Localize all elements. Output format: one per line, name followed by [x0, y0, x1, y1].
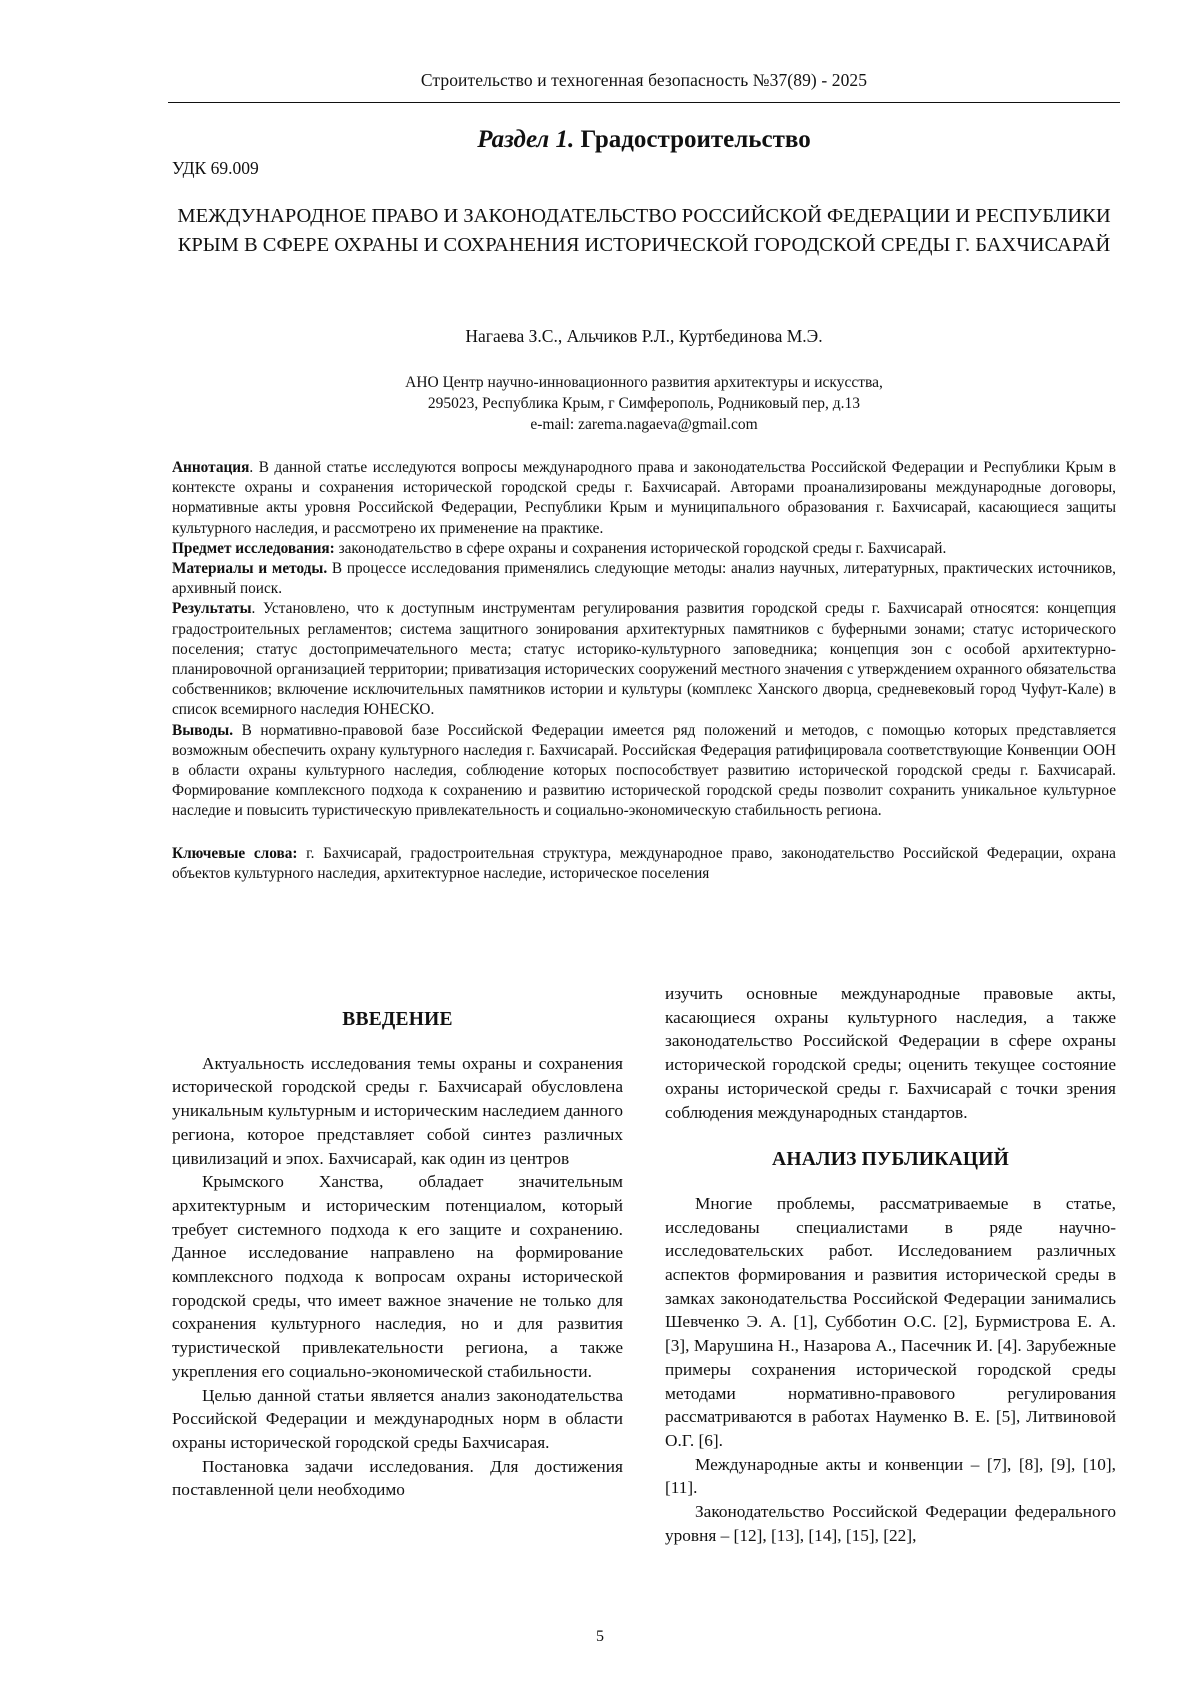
- affiliation: [168, 372, 1120, 435]
- annotation-paragraph: [172, 458, 1116, 539]
- analysis-paragraph-3: Законодательство Российской Федерации федерального уровня – [12], [13], [14], [15], [22],: [665, 1502, 1116, 1545]
- analysis-paragraph-2: Международные акты и конвенции – [7], [8], [9], [10], [11].: [665, 1454, 1116, 1498]
- article-title: МЕЖДУНАРОДНОЕ ПРАВО И ЗАКОНОДАТЕЛЬСТВО РОССИЙСКОЙ ФЕДЕРАЦИИ И РЕСПУБЛИКИ КРЫМ В СФЕРЕ ОХРАНЫ И СОХРАНЕНИЯ ИСТОРИЧЕСКОЙ ГОРОДСКОЙ СРЕДЫ Г. БАХЧИСАРАЙ: [177, 205, 1111, 256]
- intro-paragraph-2: Крымского Ханства, обладает значительным архитектурным и историческим потенциалом, который требует системного подхода к его защите и сохранению. Данное исследование направлено на формирование комплексного подхода к вопросам охраны исторической городской среды, что имеет важное значение не только для сохранения культурного наследия, но и для развития туристической привлекательности региона, а также укрепления его социально-экономической стабильности.: [172, 1172, 623, 1381]
- subject-text: законодательство в сфере охраны и сохранения исторической городской среды г. Бахчисарай.: [334, 539, 947, 557]
- conclusions-text: В нормативно-правовой базе Российской Федерации имеется ряд положений и методов, с помощью которых представляется возможным обеспечить охрану культурного наследия г. Бахчисарай. Российская Федерация ратифицировала соответствующие Конвенции ООН в области охраны культурного наследия, соблюдение которых поспособствует развитию исторической городской среды г. Бахчисарай. Формирование комплексного подхода к сохранению и развитию исторической городской среды позволит сохранить уникальное культурное наследие и повысить туристическую привлекательность и социально-экономическую стабильность региона.: [172, 721, 1116, 820]
- intro-paragraph-1: Актуальность исследования темы охраны и сохранения исторической городской среды г. Бахчисарай обусловлена уникальным культурным и историческим наследием данного региона, которое представляет собой синтез различных цивилизаций и эпох. Бахчисарай, как один из центров: [172, 1053, 623, 1168]
- page-number: 5: [596, 1628, 604, 1645]
- methods-text: В процессе исследования применялись следующие методы: анализ научных, литературных, практических источников, архивный поиск.: [172, 560, 1116, 598]
- section-title: Раздел 1. Градостроительство: [477, 126, 811, 153]
- intro-heading: ВВЕДЕНИЕ: [342, 1009, 453, 1030]
- keywords-paragraph: [172, 844, 1116, 884]
- annotation-label: Аннотация: [172, 459, 250, 476]
- analysis-heading: АНАЛИЗ ПУБЛИКАЦИЙ: [772, 1149, 1009, 1171]
- section-name: Градостроительство: [580, 126, 811, 153]
- conclusions-label: Выводы.: [172, 721, 234, 739]
- subject-label: Предмет исследования:: [172, 539, 335, 557]
- affiliation-line-1: АНО Центр научно-инновационного развития архитектуры и искусства,: [405, 374, 883, 391]
- right-paragraph-1: изучить основные международные правовые акты, касающиеся охраны культурного наследия, а также законодательство Российской Федерации в сфере охраны исторической городской среды; оценить текущее состояние охраны исторической среды г. Бахчисарай с точки зрения соблюдения международных стандартов.: [665, 984, 1116, 1122]
- affiliation-line-2: 295023, Республика Крым, г Симферополь, Родниковый пер, д.13: [427, 395, 861, 412]
- header-rule: [168, 102, 1120, 103]
- results-text: . Установлено, что к доступным инструментам регулирования развития городской среды г. Бахчисарай относятся: концепция градостроительных регламентов; система защитного зонирования архитектурных памятников с буферными зонами; статус исторического поселения; статус достопримечательного места; статус историко-культурного заповедника; концепция зон с особой архитектурно-планировочной организацией территории; приватизация исторических сооружений местного значения с утверждением охранного обязательства собственников; включение исключительных памятников истории и культуры (комплекс Ханского дворца, средневековый город Чуфут-Кале) в список всемирного наследия ЮНЕСКО.: [172, 600, 1116, 719]
- conclusions-paragraph: [172, 721, 1116, 822]
- abstract-block: [172, 458, 1116, 884]
- analysis-paragraph-1: Многие проблемы, рассматриваемые в статье, исследованы специалистами в ряде научно-исследовательских работ. Исследованием различных аспектов формирования и развития исторической среды в замках законодательства Российской Федерации занимались Шевченко Э. А. [1], Субботин О.С. [2], Бурмистрова Е. А. [3], Марушина Н., Назарова А., Пасечник И. [4]. Зарубежные примеры сохранения исторической городской среды методами нормативно-правового регулирования рассматриваются в работах Науменко В. Е. [5], Литвиновой О.Г. [6].: [665, 1193, 1116, 1450]
- intro-paragraph-3: Целью данной статьи является анализ законодательства Российской Федерации и международных норм в области охраны исторической городской среды Бахчисарая.: [172, 1385, 623, 1452]
- intro-paragraph-4: Постановка задачи исследования. Для достижения поставленной цели необходимо: [172, 1456, 623, 1500]
- keywords-text: г. Бахчисарай, градостроительная структура, международное право, законодательство Российской Федерации, охрана объектов культурного наследия, архитектурное наследие, историческое поселения: [172, 844, 1116, 882]
- journal-running-head: Строительство и техногенная безопасность №37(89) - 2025: [420, 70, 868, 90]
- section-prefix: Раздел 1: [477, 126, 568, 153]
- results-label: Результаты: [172, 600, 252, 618]
- keywords-label: Ключевые слова:: [172, 844, 298, 862]
- udc-code: УДК 69.009: [172, 158, 259, 178]
- author-email: e-mail: zarema.nagaeva@gmail.com: [530, 416, 758, 433]
- methods-label: Материалы и методы.: [172, 560, 328, 578]
- annotation-text: . В данной статье исследуются вопросы международного права и законодательства Российской Федерации и Республики Крым в контексте охраны и сохранения исторической городской среды г. Бахчисарай. Авторами проанализированы международные договоры, нормативные акты уровня Российской Федерации, Республики Крым и муниципального образования г. Бахчисарай, касающиеся защиты культурного наследия, и рассмотрено их применение на практике.: [172, 459, 1116, 537]
- left-column: [172, 982, 623, 1502]
- right-column: [665, 982, 1116, 1547]
- results-paragraph: [172, 599, 1116, 720]
- authors: Нагаева З.С., Альчиков Р.Л., Куртбединова М.Э.: [465, 326, 823, 346]
- subject-paragraph: [172, 539, 1116, 559]
- methods-paragraph: [172, 559, 1116, 599]
